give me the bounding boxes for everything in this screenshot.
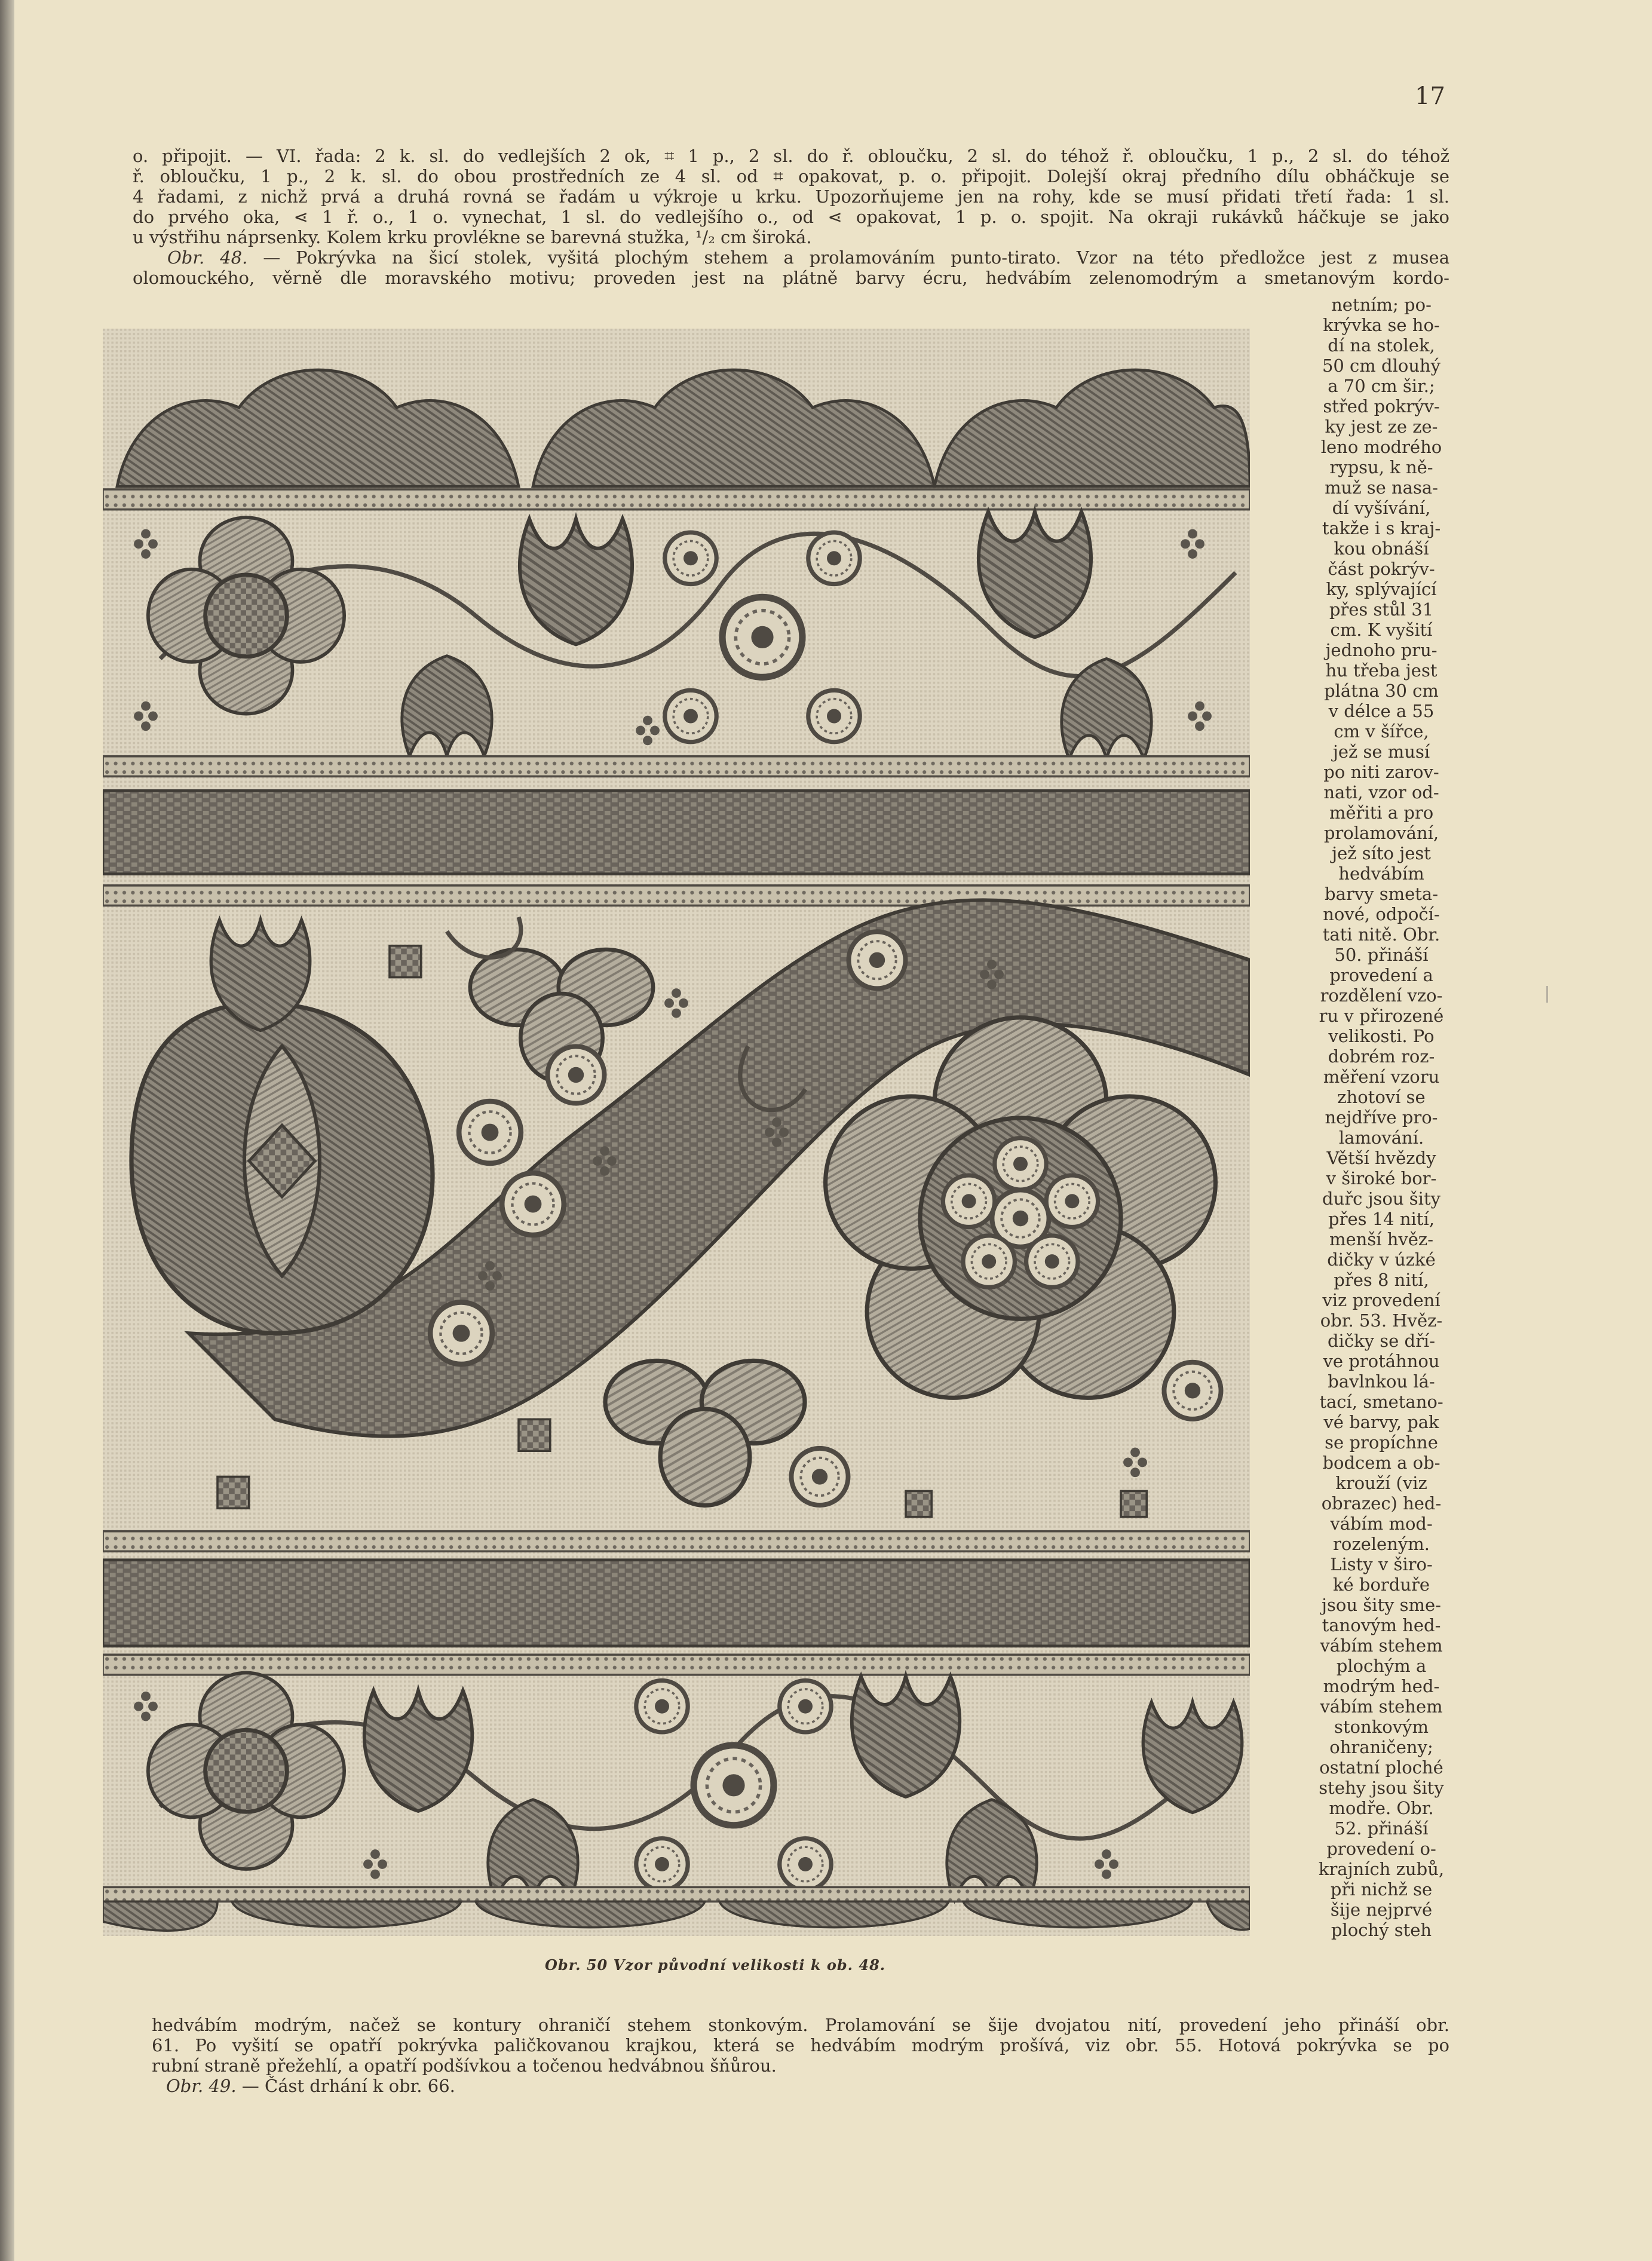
side-text-line: střed pokrýv-	[1323, 396, 1440, 416]
top-text-block	[133, 146, 1449, 288]
side-text-line: dičky v úzké	[1327, 1249, 1436, 1270]
side-text-line: ostatní ploché	[1319, 1757, 1443, 1778]
bottom-text-block	[152, 2015, 1449, 2096]
side-text-line: modře. Obr.	[1329, 1798, 1434, 1818]
side-text-line: rypsu, k ně-	[1329, 457, 1433, 477]
embroidery-figure	[103, 329, 1250, 1936]
side-column-text	[1310, 295, 1453, 1940]
side-text-line: nové, odpočí-	[1323, 904, 1440, 924]
side-text-line: krajních zubů,	[1318, 1859, 1445, 1879]
side-text-line: provedení a	[1329, 965, 1433, 985]
side-text-line: dí na stolek,	[1328, 335, 1435, 356]
side-text-line: provedení o-	[1326, 1839, 1436, 1859]
page-number: 17	[1415, 82, 1445, 110]
side-text-line: vábím mod-	[1330, 1514, 1433, 1534]
side-text-line: vábím stehem	[1320, 1696, 1443, 1717]
side-text-line: měření vzoru	[1323, 1067, 1440, 1087]
side-text-line: jednoho pru-	[1325, 640, 1438, 660]
top-scallops	[117, 370, 1250, 486]
side-text-line: obrazec) hed-	[1321, 1493, 1442, 1514]
side-text-line: jež se musí	[1332, 742, 1430, 762]
obr48-ref: Obr. 48.	[167, 247, 248, 268]
side-text-line: ohraničeny;	[1329, 1737, 1433, 1757]
side-text-line: jsou šity sme-	[1322, 1595, 1441, 1615]
side-text-line: a 70 cm šir.;	[1328, 376, 1435, 396]
side-text-line: ve protáhnou	[1323, 1351, 1440, 1371]
side-text-line: plochý steh	[1331, 1920, 1432, 1940]
obr48-paragraph	[133, 247, 1449, 268]
side-text-line: plátna 30 cm	[1324, 681, 1439, 701]
margin-mark	[1546, 986, 1548, 1003]
text-line: ř. obloučku, 1 p., 2 k. sl. do obou prostředních ze 4 sl. od ⌗ opakovat, p. o. připojit. Dolejší okraj předního dílu obháčkuje se	[133, 166, 1449, 186]
side-text-line: hu třeba jest	[1325, 660, 1438, 681]
side-text-line: zhotoví se	[1337, 1087, 1426, 1107]
side-text-line: ké borduře	[1332, 1574, 1430, 1595]
side-text-line: 50 cm dlouhý	[1322, 356, 1441, 376]
side-text-line: cm v šířce,	[1334, 721, 1429, 742]
side-text-line: se propíchne	[1325, 1432, 1438, 1453]
side-text-line: přes stůl 31	[1329, 599, 1434, 620]
side-text-line: ky, splývající	[1326, 579, 1437, 599]
text-line: hedvábím modrým, načež se kontury ohraničí stehem stonkovým. Prolamování se šije dvojatou nití, provedení jeho přináší obr.	[152, 2015, 1449, 2035]
figure-caption: Obr. 50 Vzor původní velikosti k ob. 48.	[545, 1956, 886, 1974]
side-text-line: modrým hed-	[1323, 1676, 1440, 1696]
text-line: u výstřihu náprsenky. Kolem krku provlékne se barevná stužka, ¹/₂ cm široká.	[133, 227, 812, 247]
side-text-line: tací, smetano-	[1319, 1392, 1443, 1412]
side-text-line: velikosti. Po	[1328, 1026, 1435, 1046]
side-text-line: bavlnkou lá-	[1328, 1371, 1435, 1392]
side-text-line: barvy smeta-	[1325, 884, 1438, 904]
text-line: o. připojit. — VI. řada: 2 k. sl. do vedlejších 2 ok, ⌗ 1 p., 2 sl. do ř. obloučku, 2 sl. do téhož ř. obloučku, 1 p., 2 sl. do téhož	[133, 146, 1449, 166]
side-text-line: nati, vzor od-	[1323, 782, 1439, 802]
side-text-line: lamování.	[1338, 1128, 1424, 1148]
side-text-line: po niti zarov-	[1323, 762, 1439, 782]
text-line: 61. Po vyšití se opatří pokrývka paličkovanou krajkou, která se hedvábím modrým prošívá, viz obr. 55. Hotová pokrývka se po	[152, 2035, 1449, 2055]
side-text-line: Větší hvězdy	[1326, 1148, 1436, 1168]
side-text-line: leno modrého	[1320, 437, 1442, 457]
side-text-line: viz provedení	[1322, 1290, 1440, 1310]
side-text-line: stehy jsou šity	[1319, 1778, 1444, 1798]
obr49-text: — Část drhání k obr. 66.	[236, 2076, 455, 2096]
side-text-line: cm. K vyšití	[1330, 620, 1433, 640]
text-line: do prvého oka, ⋖ 1 ř. o., 1 o. vynechat, 1 sl. do vedlejšího o., od ⋖ opakovat, 1 p. o. spojit. Na okraji rukávků háčkuje se jako	[133, 207, 1449, 227]
side-text-line: netním; po-	[1331, 295, 1432, 315]
side-text-line: hedvábím	[1338, 863, 1424, 884]
side-text-line: kou obnáší	[1334, 538, 1429, 559]
woven-band-lower	[103, 1560, 1250, 1646]
side-text-line: krouží (viz	[1335, 1473, 1427, 1493]
text-line: rubní straně přežehlí, a opatří podšívkou a točenou hedvábnou šňůrou.	[152, 2055, 777, 2076]
side-text-line: přes 8 nití,	[1334, 1270, 1429, 1290]
side-text-line: obr. 53. Hvěz-	[1320, 1310, 1443, 1331]
side-text-line: nejdříve pro-	[1325, 1107, 1438, 1128]
side-text-line: měřiti a pro	[1329, 802, 1434, 823]
side-text-line: dí vyšívání,	[1332, 498, 1431, 518]
side-text-line: plochým a	[1336, 1656, 1427, 1676]
side-text-line: při nichž se	[1330, 1879, 1433, 1900]
obr48-text: — Pokrývka na šicí stolek, vyšitá plochým stehem a prolamováním punto-tirato. Vzor na této předložce jest z musea	[247, 247, 1449, 268]
side-text-line: dičky se dří-	[1327, 1331, 1436, 1351]
side-text-line: část pokrýv-	[1328, 559, 1435, 579]
side-text-line: vé barvy, pak	[1323, 1412, 1439, 1432]
woven-band	[103, 791, 1250, 874]
side-text-line: 50. přináší	[1334, 945, 1429, 965]
side-text-line: ky jest ze ze-	[1325, 416, 1438, 437]
side-text-line: 52. přináší	[1334, 1818, 1429, 1839]
side-text-line: tati nitě. Obr.	[1322, 924, 1440, 945]
side-text-line: menší hvěz-	[1329, 1229, 1433, 1249]
side-text-line: v široké bor-	[1326, 1168, 1437, 1188]
side-text-line: duřc jsou šity	[1322, 1188, 1440, 1209]
side-text-line: stonkovým	[1334, 1717, 1429, 1737]
side-text-line: vábím stehem	[1320, 1635, 1443, 1656]
side-text-line: přes 14 nití,	[1328, 1209, 1435, 1229]
side-text-line: prolamování,	[1323, 823, 1439, 843]
side-text-line: krývka se ho-	[1323, 315, 1440, 335]
side-text-line: šije nejprvé	[1330, 1900, 1433, 1920]
side-text-line: takže i s kraj-	[1322, 518, 1441, 538]
text-line: 4 řadami, z nichž prvá a druhá rovná se řadám u výkroje u krku. Upozorňujeme jen na rohy, kde se musí přidati třetí řada: 1 sl.	[133, 186, 1449, 207]
side-text-line: rozdělení vzo-	[1320, 985, 1443, 1006]
obr49-paragraph	[152, 2076, 1449, 2096]
side-text-line: dobrém roz-	[1328, 1046, 1435, 1067]
side-text-line: tanovým hed-	[1322, 1615, 1441, 1635]
side-text-line: jež síto jest	[1332, 843, 1431, 863]
text-line: olomouckého, věrně dle moravského motivu; proveden jest na plátně barvy écru, hedvábím zelenomodrým a smetanovým kordo-	[133, 268, 1449, 288]
side-text-line: muž se nasa-	[1325, 477, 1438, 498]
side-text-line: rozeleným.	[1333, 1534, 1430, 1554]
side-text-line: bodcem a ob-	[1322, 1453, 1440, 1473]
page-edge	[0, 0, 14, 2261]
side-text-line: Listy v širo-	[1330, 1554, 1433, 1574]
obr49-ref: Obr. 49.	[166, 2076, 237, 2096]
side-text-line: ru v přirozené	[1319, 1006, 1444, 1026]
side-text-line: v délce a 55	[1328, 701, 1435, 721]
